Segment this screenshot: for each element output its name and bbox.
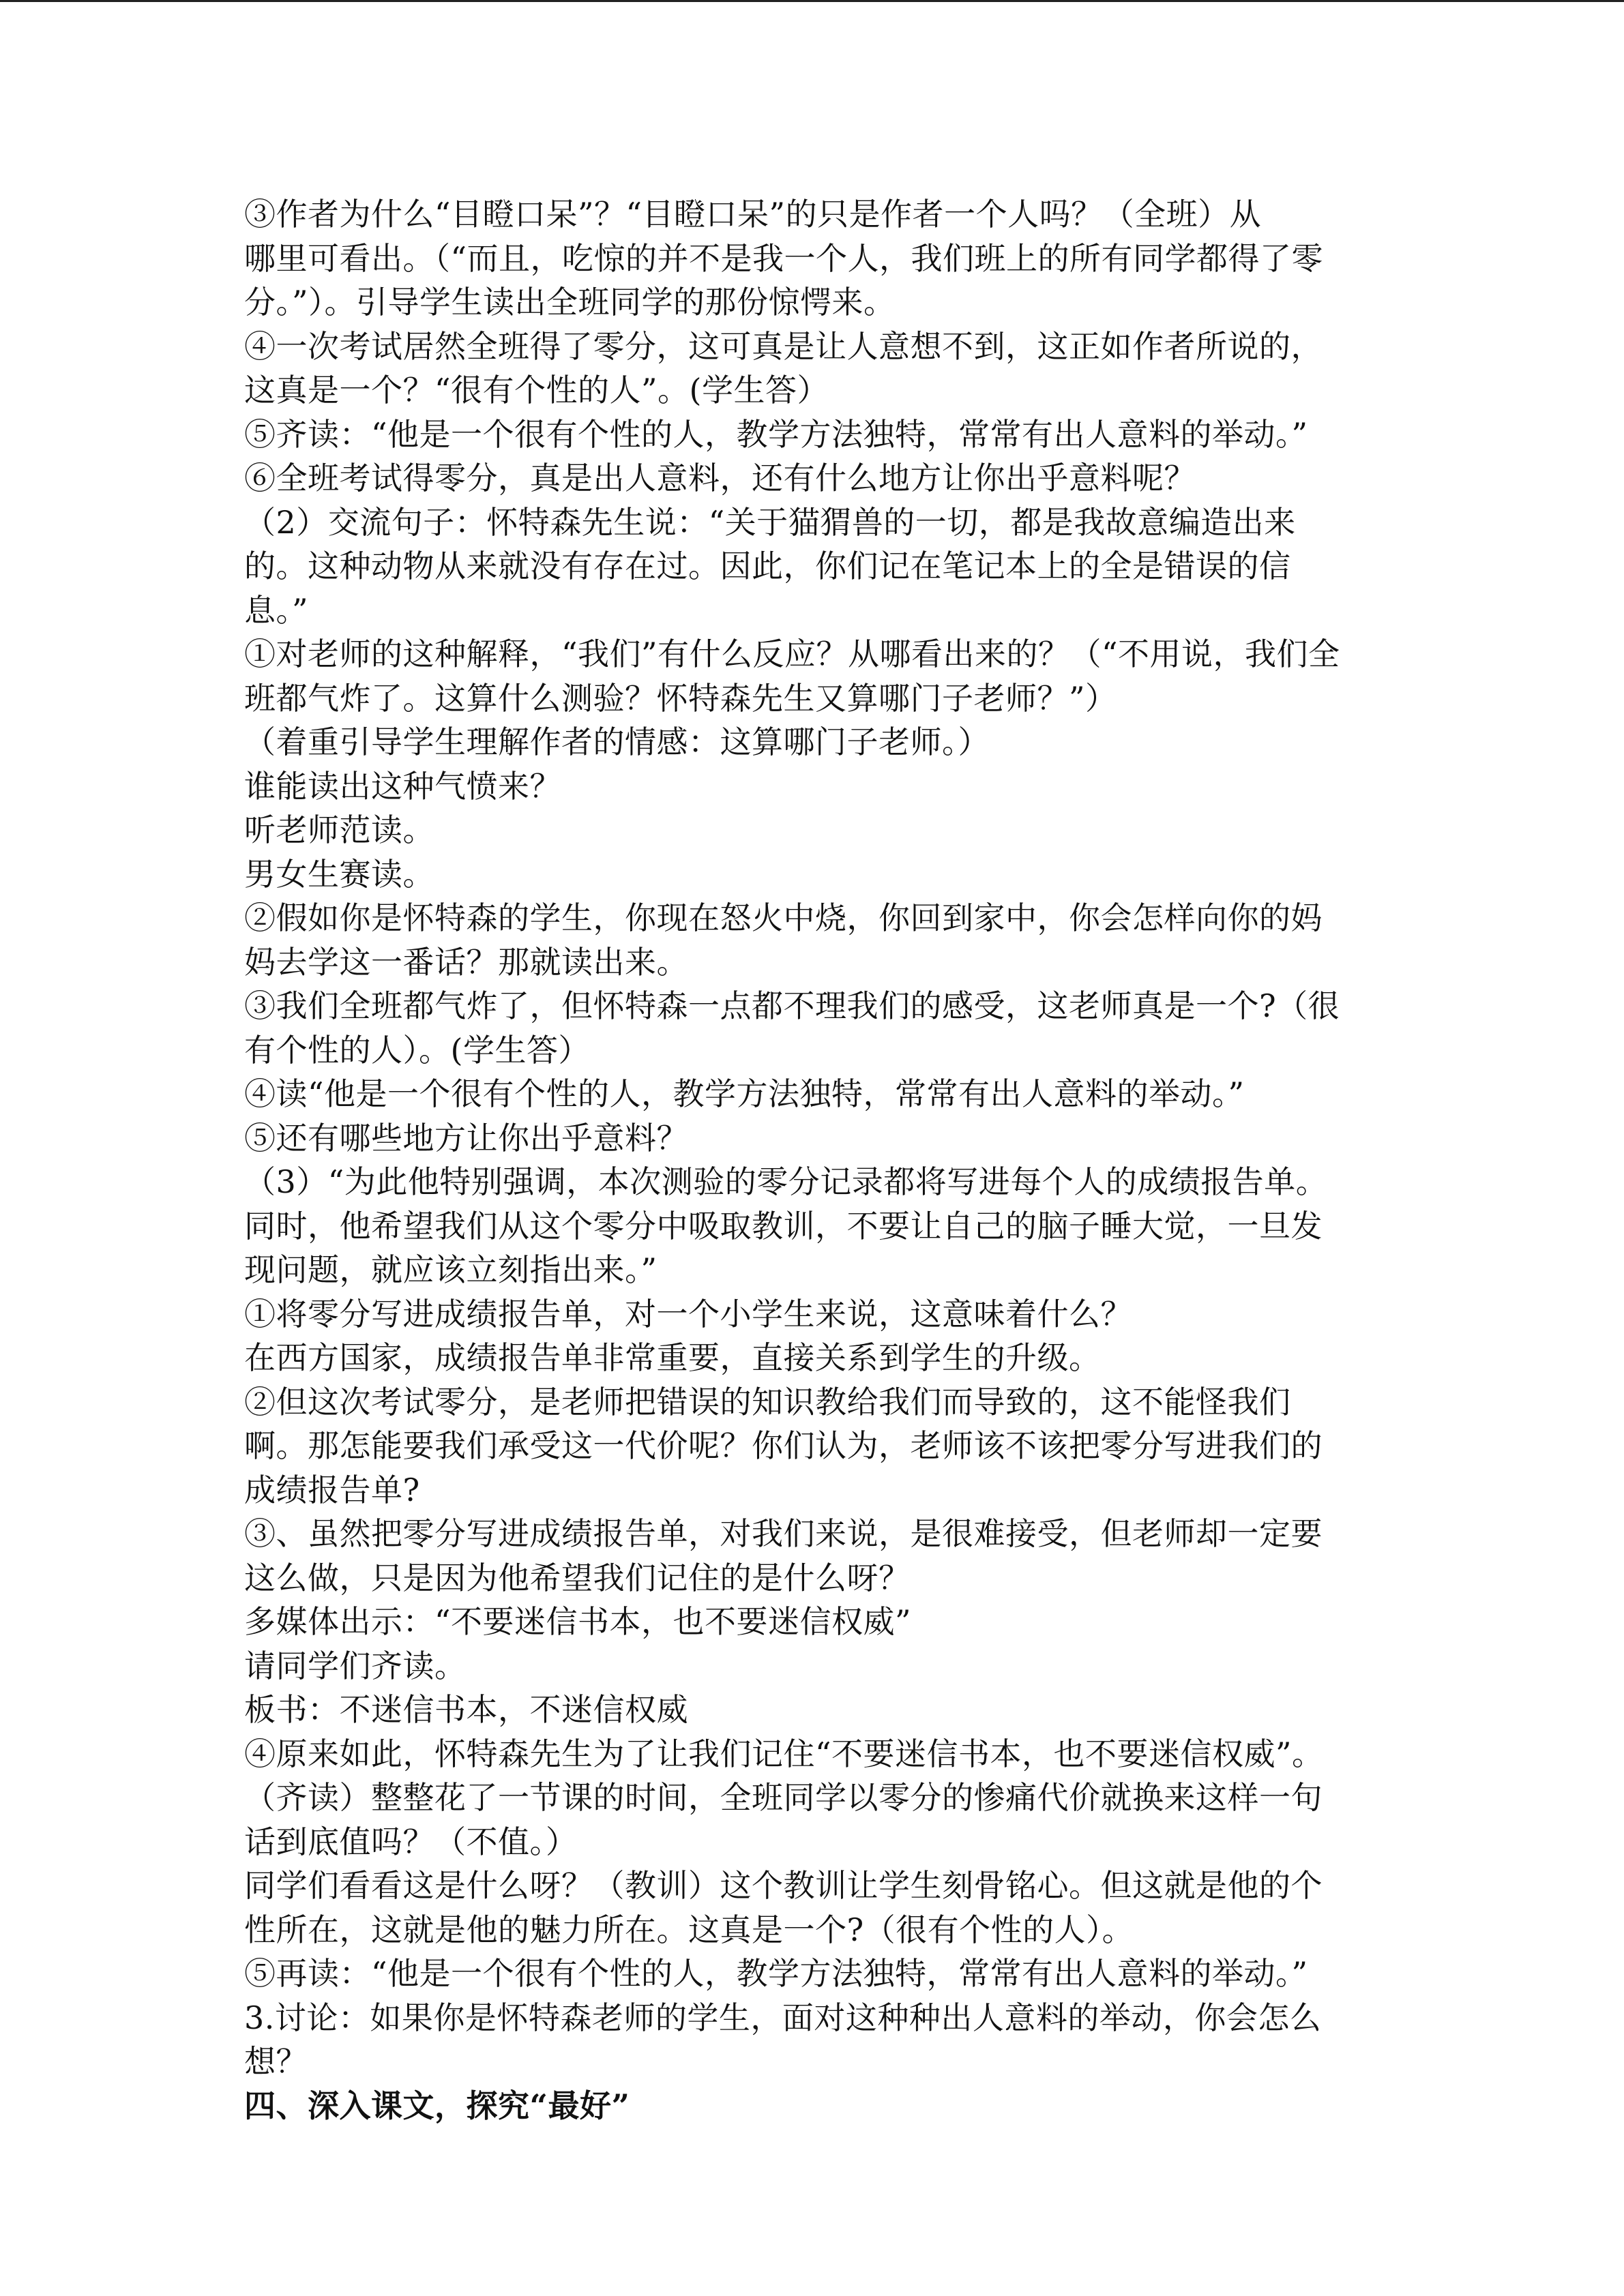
text-line: 啊。那怎能要我们承受这一代价呢？你们认为，老师该不该把零分写进我们的: [244, 1427, 1323, 1464]
text-line: 现问题，就应该立刻指出来。”: [244, 1251, 658, 1288]
text-line: 想？: [244, 2043, 308, 2080]
text-line: 谁能读出这种气愤来？: [244, 767, 561, 805]
text-line: ④原来如此，怀特森先生为了让我们记住“不要迷信书本，也不要迷信权威”。: [244, 1735, 1324, 1772]
text-line: 班都气炸了。这算什么测验？怀特森先生又算哪门子老师？”）: [244, 679, 1117, 717]
text-line: （着重引导学生理解作者的情感：这算哪门子老师。）: [244, 724, 990, 760]
text-line: （3）“为此他特别强调，本次测验的零分记录都将写进每个人的成绩报告单。: [244, 1163, 1328, 1200]
text-line: 同学们看看这是什么呀？（教训）这个教训让学生刻骨铭心。但这就是他的个: [244, 1867, 1323, 1904]
text-line: ①对老师的这种解释，“我们”有什么反应？从哪看出来的？（“不用说，我们全: [244, 636, 1340, 672]
text-line: 妈去学这一番话？那就读出来。: [244, 943, 688, 981]
text-line: ⑥全班考试得零分，真是出人意料，还有什么地方让你出乎意料呢？: [244, 460, 1196, 496]
text-line: 听老师范读。: [244, 811, 434, 848]
text-line: ⑤还有哪些地方让你出乎意料？: [244, 1119, 688, 1157]
text-line: 息。”: [244, 591, 309, 629]
text-line: 的。这种动物从来就没有存在过。因此，你们记在笔记本上的全是错误的信: [244, 548, 1291, 584]
text-line: 板书：不迷信书本，不迷信权威: [244, 1691, 688, 1728]
text-line: （齐读）整整花了一节课的时间，全班同学以零分的惨痛代价就换来这样一句: [244, 1779, 1323, 1816]
text-line: 在西方国家，成绩报告单非常重要，直接关系到学生的升级。: [244, 1339, 1101, 1376]
text-line: ②假如你是怀特森的学生，你现在怒火中烧，你回到家中，你会怎样向你的妈: [244, 899, 1323, 936]
text-line: ③我们全班都气炸了，但怀特森一点都不理我们的感受，这老师真是一个?（很: [244, 987, 1340, 1024]
text-line: ④读“他是一个很有个性的人，教学方法独特，常常有出人意料的举动。”: [244, 1075, 1245, 1112]
text-line: ②但这次考试零分，是老师把错误的知识教给我们而导致的，这不能怪我们: [244, 1383, 1291, 1420]
text-line: 同时，他希望我们从这个零分中吸取教训，不要让自己的脑子睡大觉，一旦发: [244, 1207, 1323, 1244]
text-line: 男女生赛读。: [244, 855, 434, 893]
document-body: [244, 192, 1390, 2128]
text-line: 有个性的人）。(学生答）: [244, 1031, 590, 1069]
text-line: 这真是一个？“很有个性的人”。(学生答）: [244, 372, 829, 408]
text-line: ④一次考试居然全班得了零分，这可真是让人意想不到，这正如作者所说的，: [244, 327, 1323, 365]
text-line: 性所在，这就是他的魅力所在。这真是一个?（很有个性的人）。: [244, 1911, 1134, 1948]
text-line: ⑤再读：“他是一个很有个性的人，教学方法独特，常常有出人意料的举动。”: [244, 1955, 1308, 1992]
text-line: 3.讨论：如果你是怀特森老师的学生，面对这种种出人意料的举动，你会怎么: [244, 1999, 1322, 2036]
text-line: ③作者为什么“目瞪口呆”？“目瞪口呆”的只是作者一个人吗？（全班）从: [244, 196, 1262, 233]
text-line: 多媒体出示：“不要迷信书本，也不要迷信权威”: [244, 1603, 912, 1640]
text-line: 哪里可看出。（“而且，吃惊的并不是我一个人，我们班上的所有同学都得了零: [244, 239, 1324, 277]
text-line: 分。”）。引导学生读出全班同学的那份惊愕来。: [244, 284, 896, 320]
text-line: ⑤齐读：“他是一个很有个性的人，教学方法独特，常常有出人意料的举动。”: [244, 415, 1308, 453]
text-line: 话到底值吗？（不值。）: [244, 1823, 578, 1860]
section-heading: 四、深入课文，探究“最好”: [244, 2087, 630, 2124]
text-line: ③、虽然把零分写进成绩报告单，对我们来说，是很难接受，但老师却一定要: [244, 1515, 1323, 1552]
text-line: 请同学们齐读。: [244, 1647, 467, 1684]
text-line: 这么做，只是因为他希望我们记住的是什么呀？: [244, 1559, 911, 1596]
page-top-border: [0, 0, 1624, 2]
text-line: 成绩报告单?: [244, 1471, 420, 1508]
text-line: （2）交流句子：怀特森先生说：“关于猫猬兽的一切，都是我故意编造出来: [244, 503, 1296, 541]
text-line: ①将零分写进成绩报告单，对一个小学生来说，这意味着什么？: [244, 1295, 1132, 1332]
